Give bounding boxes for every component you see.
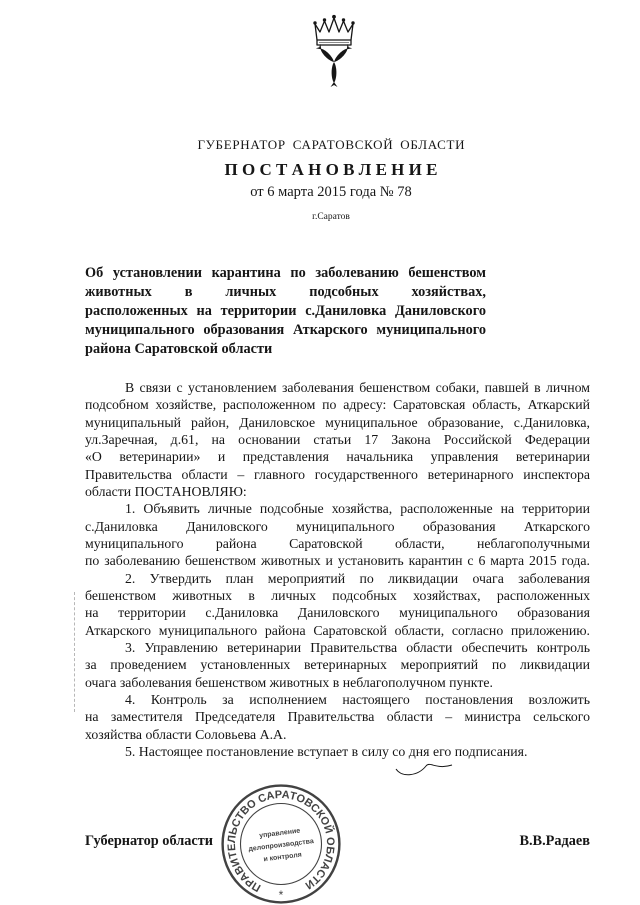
body-line: 1. Объявить личные подсобные хозяйства, расположенные на территории [125, 501, 590, 517]
title-line: района Саратовской области [85, 340, 273, 357]
body-line: муниципального района Саратовской области, неблагополучными [85, 535, 590, 551]
body-line: хозяйства области Соловьева А.А. [85, 726, 287, 742]
body-line: В связи с установлением заболевания бешенством собаки, павшей в личном [125, 380, 590, 395]
title-line: животных в личных подсобных хозяйствах, [85, 283, 486, 300]
signatory-name: В.В.Радаев [519, 833, 590, 849]
body-line: 3. Управлению ветеринарии Правительства области обеспечить контроль [125, 639, 590, 655]
body-line: «О ветеринарии» и представления начальника управления ветеринарии [85, 449, 590, 465]
paragraph-item-5 [85, 743, 590, 760]
body-line: муниципальный район, Даниловское муниципальное образование, с.Даниловка, [85, 414, 590, 430]
document-city: г.Саратов [312, 212, 350, 222]
paragraph-item-2 [85, 570, 590, 639]
body-line: Правительства области – главного государственного ветеринарного инспектора [85, 466, 590, 482]
title-line: Об установлении карантина по заболеванию бешенством [85, 264, 486, 281]
body-line: ул.Заречная, д.61, на основании статьи 17 Закона Российской Федерации [85, 431, 590, 447]
scan-artifact-line [74, 592, 75, 712]
title-line: муниципального образования Аткарского муниципального [85, 321, 486, 338]
paragraph-item-1 [85, 500, 590, 569]
body-line: Аткарского муниципального района Саратовской области, согласно приложению. [85, 622, 590, 638]
body-line: на заместителя Председателя Правительства области – министра сельского [85, 709, 590, 725]
seal-star-icon: * [278, 888, 284, 902]
body-line: бешенством животных в личных подсобных хозяйствах, расположенных [85, 587, 590, 603]
body-line: за проведением установленных ветеринарных мероприятий по ликвидации [85, 657, 590, 673]
body-line: по заболеванию бешенством животных и установить карантин с 6 марта 2015 года. [85, 553, 590, 569]
document-title [85, 264, 486, 359]
issuing-authority: ГУБЕРНАТОР САРАТОВСКОЙ ОБЛАСТИ [197, 137, 466, 152]
document-type: П О С Т А Н О В Л Е Н И Е [224, 160, 438, 179]
signatory-position: Губернатор области [85, 833, 214, 849]
body-line: на территории с.Даниловка Даниловского муниципального образования [85, 605, 590, 621]
title-line: расположенных на территории с.Даниловка Даниловского [85, 302, 486, 319]
seal-inner-line: делопроизводства [248, 838, 315, 853]
body-line: подсобном хозяйстве, расположенном по адресу: Саратовская область, Аткарский [85, 397, 590, 413]
coat-of-arms-icon [298, 10, 370, 92]
body-line: 5. Настоящее постановление вступает в силу со дня его подписания. [125, 743, 528, 759]
seal-outer-text: ПРАВИТЕЛЬСТВО САРАТОВСКОЙ ОБЛАСТИ [225, 788, 337, 894]
body-line: 2. Утвердить план мероприятий по ликвидации очага заболевания [125, 570, 590, 586]
paragraph-item-3 [85, 639, 590, 691]
pen-mark [390, 752, 460, 782]
paragraph-item-4 [85, 691, 590, 743]
body-line: очага заболевания бешенством животных в неблагополучном пункте. [85, 674, 493, 690]
body-line: 4. Контроль за исполнением настоящего постановления возложить [125, 691, 590, 707]
document-body [85, 379, 590, 760]
document-date-number: от 6 марта 2015 года № 78 [250, 184, 412, 200]
body-line: области ПОСТАНОВЛЯЮ: [85, 483, 247, 499]
official-seal [221, 784, 341, 904]
seal-inner-line: управление [258, 827, 301, 840]
paragraph-preamble [85, 379, 590, 500]
seal-inner-line: и контроля [263, 851, 303, 864]
body-line: с.Даниловка Даниловского муниципального образования Аткарского [85, 518, 590, 534]
